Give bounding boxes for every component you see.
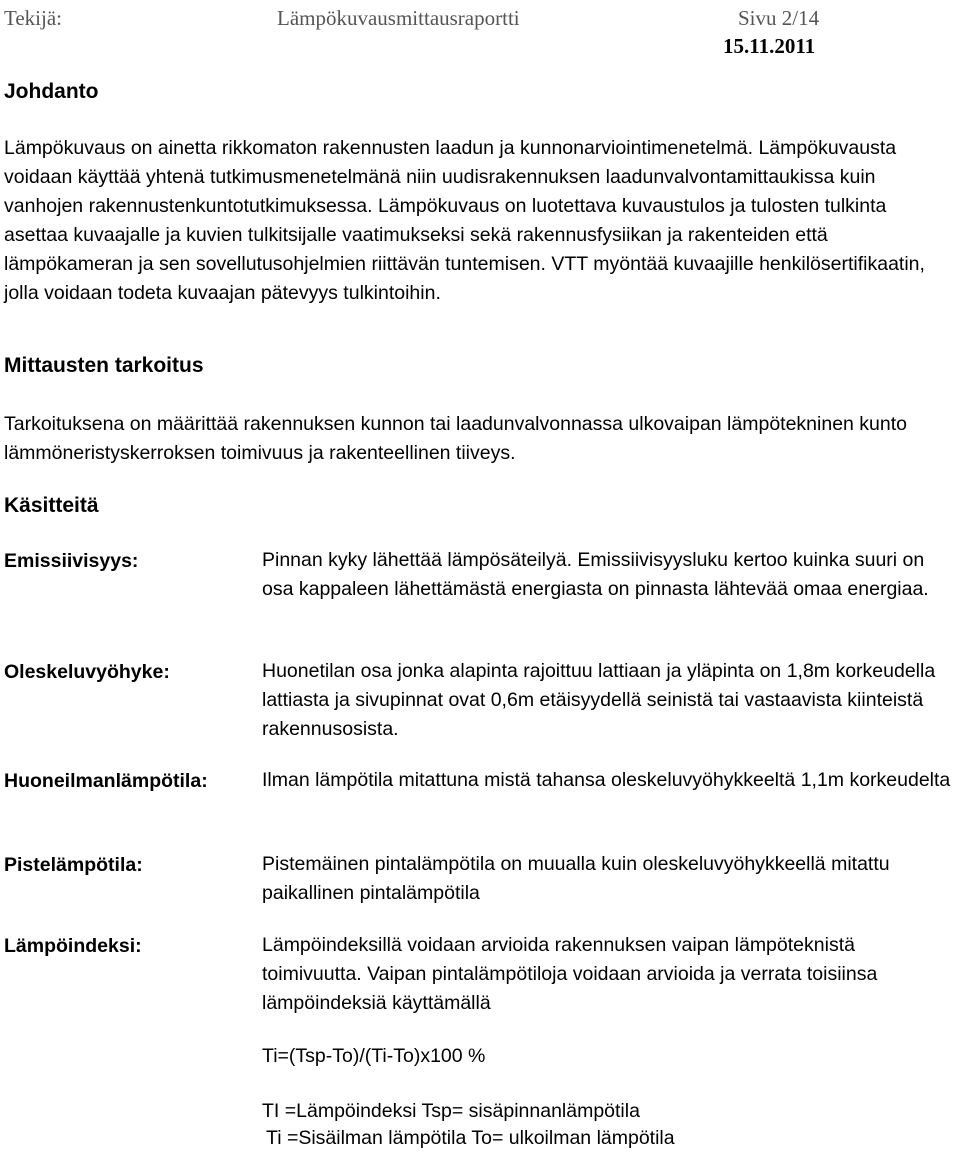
term-occupied-zone: Oleskeluvyöhyke:	[4, 661, 170, 683]
term-thermal-index: Lämpöindeksi:	[4, 935, 142, 957]
header-report-title: Lämpökuvausmittausraportti	[277, 6, 520, 30]
intro-heading: Johdanto	[4, 80, 99, 103]
formula-legend-line-2: Ti =Sisäilman lämpötila To= ulkoilman lämpötila	[266, 1127, 675, 1149]
term-room-air-temperature: Huoneilmanlämpötila:	[4, 770, 208, 792]
formula-legend-line-1: TI =Lämpöindeksi Tsp= sisäpinnanlämpötila	[262, 1100, 640, 1122]
definition-point-temperature: Pistemäinen pintalämpötila on muualla kuin oleskeluvyöhykkeellä mitattu paikallinen pintalämpötila	[262, 853, 890, 904]
formula-equation: Ti=(Tsp-To)/(Ti-To)x100 %	[262, 1045, 486, 1067]
intro-paragraph: Lämpökuvaus on ainetta rikkomaton rakennusten laadun ja kunnonarviointimenetelmä. Lämpökuvausta voidaan käyttää yhtenä tutkimusmenetelmänä niin uudisrakennuksen laadunvalvontamittaukissa kuin vanhojen rakennustenkuntotutkimuksessa. Lämpökuvaus on luotettava kuvaustulos ja tulosten tulkinta asettaa kuvaajalle ja kuvien tulkitsijalle vaatimukseksi sekä rakennusfysiikan ja rakenteiden että lämpökameran ja sen sovellutusohjelmien riittävän tuntemisen. VTT myöntää kuvaajille henkilösertifikaatin, jolla voidaan todeta kuvaajan pätevyys tulkintoihin.	[4, 137, 925, 304]
header-date: 15.11.2011	[723, 34, 816, 58]
definition-emissivity: Pinnan kyky lähettää lämpösäteilyä. Emissiivisyysluku kertoo kuinka suuri on osa kappaleen lähettämästä energiasta on pinnasta lähtevää omaa energiaa.	[262, 549, 929, 600]
definition-thermal-index: Lämpöindeksillä voidaan arvioida rakennuksen vaipan lämpöteknistä toimivuutta. Vaipan pintalämpötiloja voidaan arvioida ja verrata toisiinsa lämpöindeksiä käyttämällä	[262, 934, 878, 1014]
concepts-heading: Käsitteitä	[4, 494, 99, 517]
definition-room-air-temperature: Ilman lämpötila mitattuna mistä tahansa oleskeluvyöhykkeeltä 1,1m korkeudelta	[262, 769, 951, 791]
purpose-heading: Mittausten tarkoitus	[4, 354, 204, 377]
definition-occupied-zone: Huonetilan osa jonka alapinta rajoittuu lattiaan ja yläpinta on 1,8m korkeudella lattiasta ja sivupinnat ovat 0,6m etäisyydellä seinistä tai vastaavista kiinteistä rakennusosista.	[262, 660, 936, 740]
term-point-temperature: Pistelämpötila:	[4, 854, 143, 876]
purpose-paragraph: Tarkoituksena on määrittää rakennuksen kunnon tai laadunvalvonnassa ulkovaipan lämpötekninen kunto lämmöneristyskerroksen toimivuus ja rakenteellinen tiiveys.	[4, 413, 908, 464]
header-row	[0, 6, 960, 36]
term-emissivity: Emissiivisyys:	[4, 550, 139, 572]
header-page-number: Sivu 2/14	[738, 6, 820, 30]
header-author-label: Tekijä:	[4, 6, 63, 30]
